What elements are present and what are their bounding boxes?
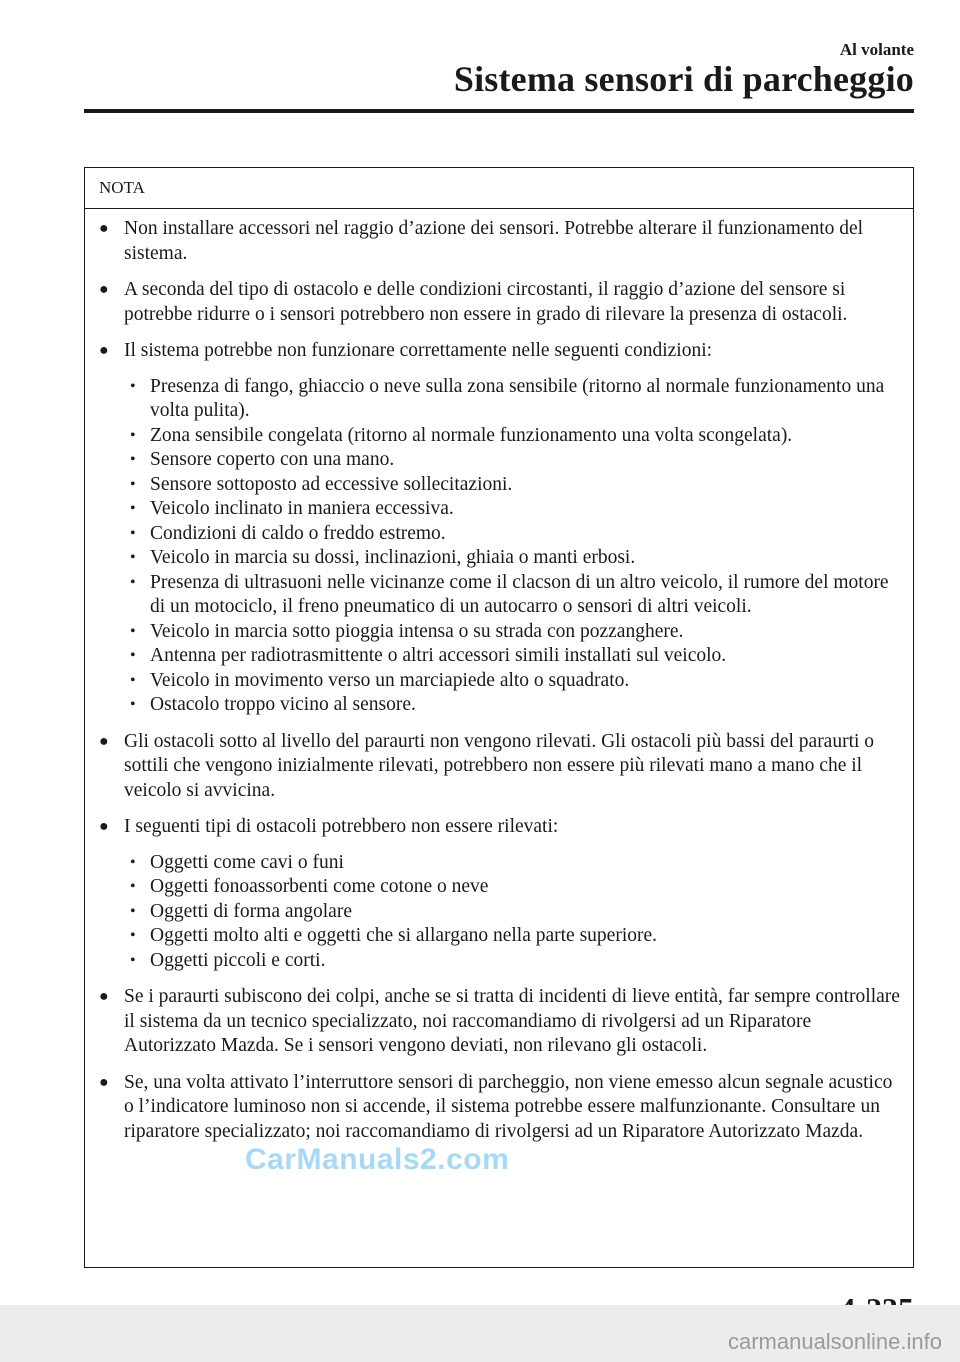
sub-list-item-text: Presenza di fango, ghiaccio o neve sulla zona sensibile (ritorno al normale funzionamento una volta pulita).: [150, 375, 885, 421]
sub-bullet-icon: •: [130, 377, 136, 395]
note-box: [84, 167, 914, 1268]
sub-list-item: [124, 546, 903, 571]
sub-list-item: [124, 669, 903, 694]
sub-list-item: [124, 375, 903, 424]
sub-list-item-text: Oggetti fonoassorbenti come cotone o neve: [150, 876, 489, 897]
sub-list-item-text: Oggetti piccoli e corti.: [150, 949, 326, 971]
page-title: Sistema sensori di parcheggio: [453, 59, 914, 99]
sub-bullet-icon: •: [130, 671, 136, 689]
note-item-text: Se i paraurti subiscono dei colpi, anche se si tratta di incidenti di lieve entità, far sempre controllare il sistema da un tecnico specializzato, noi raccomandiamo di rivolgersi ad un Riparatore Autorizzato Mazda. Se i sensori vengono deviati, non rilevano gli ostacoli.: [124, 986, 900, 1056]
note-item-text: A seconda del tipo di ostacolo e delle condizioni circostanti, il raggio d’azione del sensore si potrebbe ridurre o i sensori potrebbero non essere in grado di rilevare la presenza di ostacoli.: [124, 279, 848, 325]
sub-list-item: [124, 571, 903, 620]
sub-list-item-text: Veicolo in marcia su dossi, inclinazioni, ghiaia o manti erbosi.: [150, 547, 636, 568]
bullet-icon: ●: [99, 1073, 109, 1091]
sub-bullet-icon: •: [130, 696, 136, 713]
sub-list-item: [124, 620, 903, 645]
sub-list-item: [124, 924, 903, 949]
bullet-icon: ●: [99, 818, 109, 835]
sub-list-item-text: Oggetti molto alti e oggetti che si allargano nella parte superiore.: [150, 925, 658, 946]
sub-bullet-icon: •: [130, 524, 136, 542]
sub-bullet-icon: •: [130, 853, 136, 871]
sub-list-item: [124, 693, 903, 718]
sub-list-item-text: Veicolo in movimento verso un marciapiede alto o squadrato.: [150, 669, 630, 691]
note-item: [99, 815, 903, 973]
note-item-text: I seguenti tipi di ostacoli potrebbero non essere rilevati:: [124, 816, 559, 837]
note-item-text: Non installare accessori nel raggio d’azione dei sensori. Potrebbe alterare il funzionamento del sistema.: [124, 218, 864, 264]
bullet-icon: ●: [99, 732, 109, 750]
note-item-text: Il sistema potrebbe non funzionare correttamente nelle seguenti condizioni:: [124, 340, 713, 361]
sub-list-item: [124, 473, 903, 498]
sub-bullet-icon: •: [130, 647, 136, 664]
sub-list: [124, 375, 903, 718]
note-item: [99, 217, 903, 266]
sub-list-item-text: Zona sensibile congelata (ritorno al normale funzionamento una volta scongelata).: [150, 424, 793, 446]
sub-bullet-icon: •: [130, 622, 136, 640]
bullet-icon: ●: [99, 281, 109, 298]
note-item: [99, 339, 903, 718]
sub-list-item: [124, 448, 903, 473]
sub-list-item-text: Sensore coperto con una mano.: [150, 449, 395, 470]
sub-list-item-text: Antenna per radiotrasmittente o altri accessori simili installati sul veicolo.: [150, 645, 727, 666]
sub-list-item-text: Veicolo in marcia sotto pioggia intensa o su strada con pozzanghere.: [150, 620, 684, 642]
sub-list-item-text: Sensore sottoposto ad eccessive sollecitazioni.: [150, 473, 513, 495]
sub-list-item-text: Oggetti come cavi o funi: [150, 851, 344, 873]
bullet-icon: ●: [99, 220, 109, 237]
sub-list-item: [124, 875, 903, 900]
sub-list-item: [124, 900, 903, 925]
sub-bullet-icon: •: [130, 426, 136, 444]
header-rule: [84, 109, 914, 113]
bullet-icon: ●: [99, 342, 109, 359]
sub-bullet-icon: •: [130, 902, 136, 920]
watermark-logo: CarManuals2.com: [245, 1143, 510, 1176]
note-item-text: Se, una volta attivato l’interruttore sensori di parcheggio, non viene emesso alcun segnale acustico o l’indicatore luminoso non si accende, il sistema potrebbe essere malfunzionante. Consultare un riparatore specializzato; noi raccomandiamo di rivolgersi ad un Riparatore Autorizzato Mazda.: [124, 1071, 893, 1142]
note-label: NOTA: [85, 168, 913, 209]
sub-bullet-icon: •: [130, 549, 136, 566]
sub-bullet-icon: •: [130, 951, 136, 969]
watermark-site[interactable]: carmanualsonline.info: [727, 1329, 942, 1354]
sub-list-item-text: Condizioni di caldo o freddo estremo.: [150, 522, 446, 544]
note-body: [85, 209, 913, 1144]
sub-list-item-text: Veicolo inclinato in maniera eccessiva.: [150, 498, 454, 519]
watermark-bar: [0, 1305, 960, 1362]
sub-list: [124, 851, 903, 974]
sub-list-item: [124, 522, 903, 547]
note-item: [99, 730, 903, 804]
bullet-icon: ●: [99, 988, 109, 1005]
note-item: [99, 985, 903, 1059]
sub-list-item: [124, 497, 903, 522]
sub-bullet-icon: •: [130, 573, 136, 591]
sub-bullet-icon: •: [130, 475, 136, 493]
sub-bullet-icon: •: [130, 451, 136, 468]
sub-list-item-text: Ostacolo troppo vicino al sensore.: [150, 694, 416, 715]
sub-list-item: [124, 949, 903, 974]
sub-list-item: [124, 851, 903, 876]
sub-bullet-icon: •: [130, 500, 136, 517]
sub-list-item: [124, 644, 903, 669]
sub-list-item-text: Presenza di ultrasuoni nelle vicinanze come il clacson di un altro veicolo, il rumore del motore di un motociclo, il freno pneumatico di un autocarro o sensori di altri veicoli.: [150, 571, 889, 617]
sub-list-item-text: Oggetti di forma angolare: [150, 900, 352, 922]
sub-bullet-icon: •: [130, 927, 136, 944]
sub-list-item: [124, 424, 903, 449]
note-item: [99, 1071, 903, 1145]
note-item: [99, 278, 903, 327]
sub-bullet-icon: •: [130, 878, 136, 895]
note-item-text: Gli ostacoli sotto al livello del paraurti non vengono rilevati. Gli ostacoli più bassi del paraurti o sottili che vengono inizialmente rilevati, potrebbero non essere più rilevati mano a mano che il veicolo si avvicina.: [124, 730, 875, 801]
section-label: Al volante: [839, 40, 914, 59]
